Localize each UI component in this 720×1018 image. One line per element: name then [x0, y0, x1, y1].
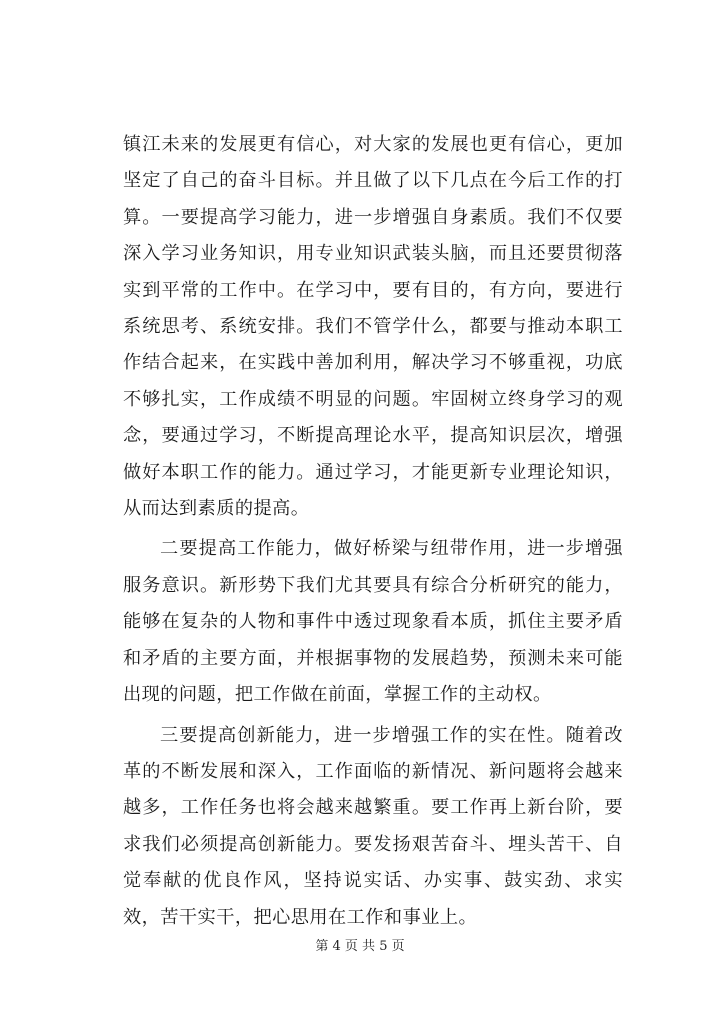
paragraph-3: 三要提高创新能力，进一步增强工作的实在性。随着改革的不断发展和深入，工作面临的新情况、新问题将会越来越多，工作任务也将会越来越繁重。要工作再上新台阶，要求我们必须提高创新能力。要发扬艰苦奋斗、埋头苦干、自觉奉献的优良作风，坚持说实话、办实事、鼓实劲、求实效，苦干实干，把心思用在工作和事业上。: [123, 724, 623, 928]
paragraph-2: 二要提高工作能力，做好桥梁与纽带作用，进一步增强服务意识。新形势下我们尤其要具有综合分析研究的能力，能够在复杂的人物和事件中透过现象看本质，抓住主要矛盾和矛盾的主要方面，并根据事物的发展趋势，预测未来可能出现的问题，把工作做在前面，掌握工作的主动权。: [123, 538, 623, 706]
paragraph-1: 镇江未来的发展更有信心，对大家的发展也更有信心，更加坚定了自己的奋斗目标。并且做了以下几点在今后工作的打算。一要提高学习能力，进一步增强自身素质。我们不仅要深入学习业务知识，用专业知识武装头脑，而且还要贯彻落实到平常的工作中。在学习中，要有目的，有方向，要进行系统思考、系统安排。我们不管学什么，都要与推动本职工作结合起来，在实践中善加利用，解决学习不够重视，功底不够扎实，工作成绩不明显的问题。牢固树立终身学习的观念，要通过学习，不断提高理论水平，提高知识层次，增强做好本职工作的能力。通过学习，才能更新专业理论知识，从而达到素质的提高。: [123, 134, 623, 520]
document-body: [123, 127, 623, 936]
page-number-footer: 第 4 页 共 5 页: [315, 939, 405, 954]
